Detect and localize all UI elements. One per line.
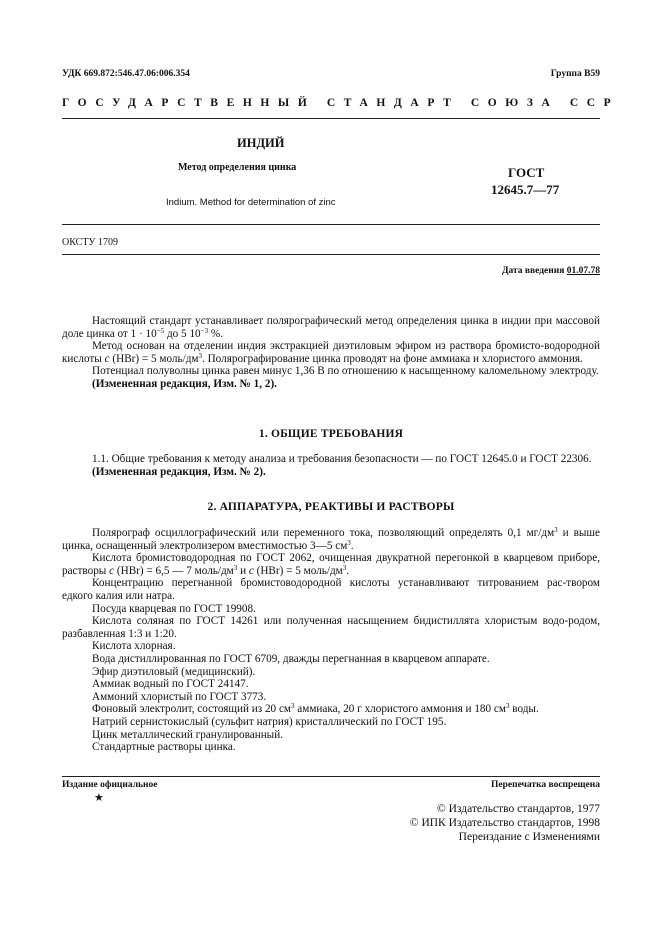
group-code: Группа В59 [550,69,600,79]
sulfite-item: Натрий сернистокислый (сульфит натрия) кристаллический по ГОСТ 195. [92,715,447,728]
intro-date-label: Дата введения [501,266,565,276]
doc-subtitle: Метод определения цинка [178,162,297,173]
star-icon: ★ [94,792,104,804]
polarograph-item: Полярограф осциллографический или переменного тока, позволяющий определять 0,1 $мг/дм^3$ и выше цинка, оснащенный электролизером вместимостью 3—5 $см^3$. [62,526,601,552]
udk-code: УДК 669.872:546.47.06:006.354 [62,69,190,79]
ammonium-item: Аммоний хлористый по ГОСТ 3773. [92,690,267,703]
ammonia-item: Аммиак водный по ГОСТ 24147. [92,678,249,691]
section-2-block [62,527,600,754]
electrolyte-item: Фоновый электролит, состоящий из 20 $см^3$ аммиака, 20 г хлористого аммония и 180 $см^3$ воды. [92,702,539,716]
gost-number: 12645.7—77 [491,182,560,197]
section-1-block [62,453,600,478]
header-rule [62,118,600,119]
intro-paragraph-method: Метод основан на отделении индия экстракцией диэтиловым эфиром из раствора бромисто-водородной кислоты c (HBr) = 5 моль/$дм^3$. Полярографирование цинка проводят на фоне аммиака и хлористого аммония. [62,340,600,365]
title-rule [62,224,600,225]
section-1-title: 1. ОБЩИЕ ТРЕБОВАНИЯ [258,428,404,440]
perchloric-item: Кислота хлорная. [92,640,176,653]
hbr-item: Кислота бромистоводородная по ГОСТ 2062, очищенная двукратной перегонкой в кварцевом приборе, растворы c (HBr) = 6,5 — 7 моль/$дм^3$ и c (HBr) = 5 моль/$дм^3$. [62,552,600,577]
doc-title: ИНДИЙ [237,136,285,150]
hcl-item: Кислота соляная по ГОСТ 14261 или полученная насыщением бидистиллята хлористым водо-родом, разбавленная 1:3 и 1:20. [62,615,600,640]
okstu-rule [62,254,600,255]
copyright-block [410,802,600,844]
intro-block [62,315,600,391]
intro-paragraph-potential: Потенциал полуволны цинка равен минус 1,36 В по отношению к насыщенному каломельному электроду. [92,365,599,378]
copyright-1998: © ИПК Издательство стандартов, 1998 [409,817,600,829]
water-item: Вода дистиллированная по ГОСТ 6709, дважды перегнанная в кварцевом аппарате. [92,652,490,665]
intro-revision-note: (Измененная редакция, Изм. № 1, 2). [92,377,277,390]
section-1-paragraph: 1.1. Общие требования к методу анализа и требования безопасности — по ГОСТ 12645.0 и ГОСТ 22306. [92,453,592,465]
intro-paragraph-scope: Настоящий стандарт устанавливает полярографический метод определения цинка в индии при массовой доле цинка от $1 \cdot 10^{-5}$ до 5 $10^{-3}$ %. [62,315,600,340]
copyright-1977: © Издательство стандартов, 1977 [436,803,600,815]
section-2-title: 2. АППАРАТУРА, РЕАКТИВЫ И РАСТВОРЫ [207,501,455,513]
section-1-revision-note: (Измененная редакция, Изм. № 2). [92,465,266,478]
footer-rule [62,776,600,777]
zinc-metal-item: Цинк металлический гранулированный. [92,728,283,741]
concentration-item: Концентрацию перегнанной бромистоводородной кислоты устанавливают титрованием рас-твором едкого калия или натра. [62,577,600,602]
ether-item: Эфир диэтиловый (медицинский). [92,665,256,678]
intro-date [502,266,600,276]
okstu-code: ОКСТУ 1709 [62,237,119,248]
intro-date-value: 01.07.78 [566,266,600,276]
doc-english-title: Indium. Method for determination of zinc [166,197,336,208]
zinc-standard-item: Стандартные растворы цинка. [92,741,236,754]
banner-title: ГОСУДАРСТВЕННЫЙ СТАНДАРТ СОЮЗА ССР [62,97,620,109]
gost-label: ГОСТ [508,165,545,180]
reissue-note: Переиздание с Изменениями [458,831,600,843]
official-edition: Издание официальное [62,780,158,790]
quartz-item: Посуда кварцевая по ГОСТ 19908. [92,602,256,615]
reprint-notice: Перепечатка воспрещена [490,780,600,790]
